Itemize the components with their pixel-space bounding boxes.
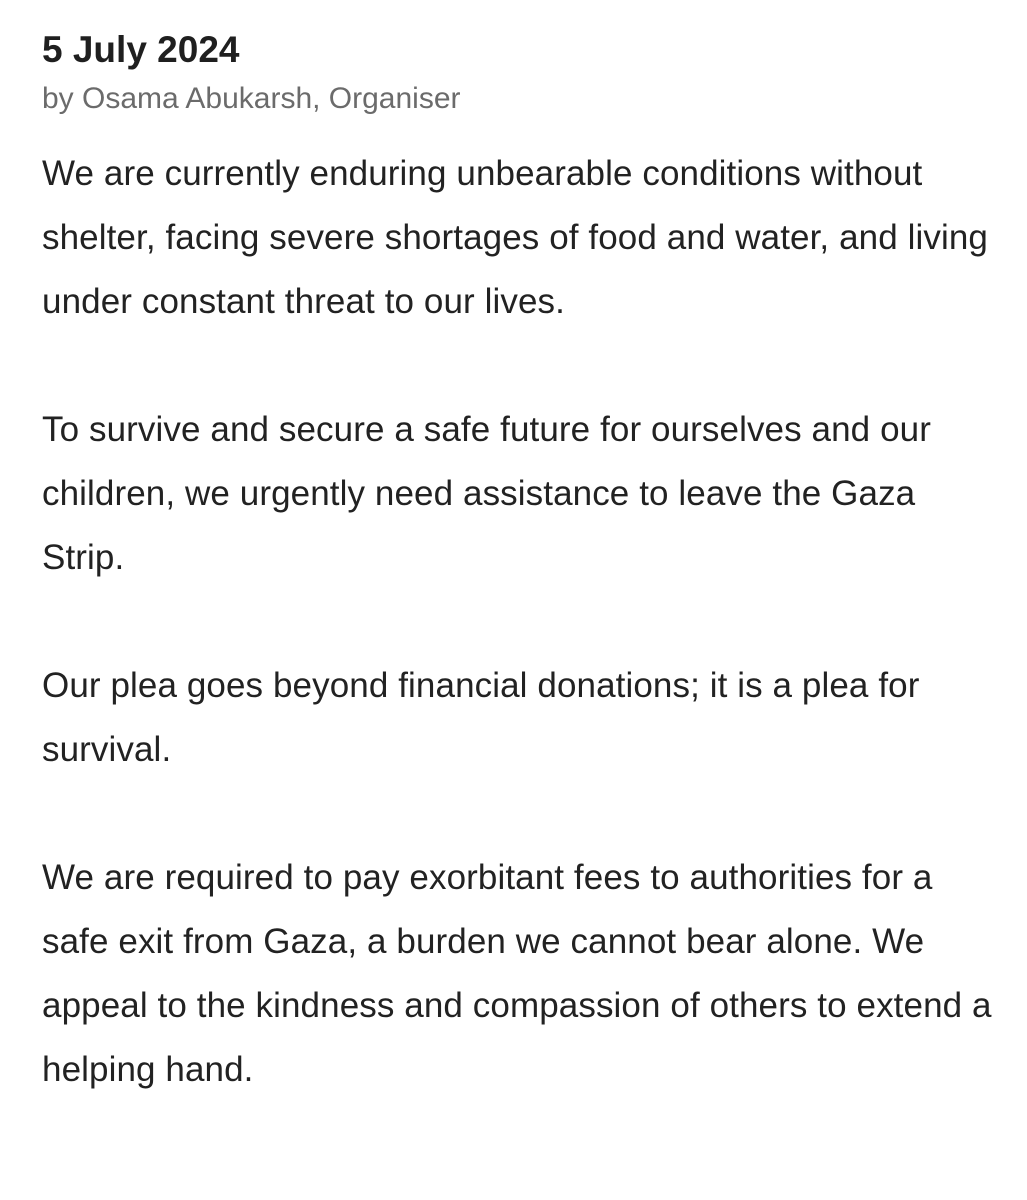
update-date: 5 July 2024 xyxy=(42,29,240,70)
update-paragraph: We are required to pay exorbitant fees to authorities for a safe exit from Gaza, a burden we cannot bear alone. We appeal to the kindness and compassion of others to extend a helping hand. xyxy=(42,858,992,1089)
update-author: by Osama Abukarsh, Organiser xyxy=(42,82,461,115)
update-paragraph: We are currently enduring unbearable conditions without shelter, facing severe shortages of food and water, and living under constant threat to our lives. xyxy=(42,154,988,321)
update-paragraph: To survive and secure a safe future for ourselves and our children, we urgently need assistance to leave the Gaza Strip. xyxy=(42,410,931,577)
fundraiser-update xyxy=(42,24,992,1166)
update-paragraph: Our plea goes beyond financial donations; it is a plea for survival. xyxy=(42,666,920,769)
update-body xyxy=(42,142,992,1102)
